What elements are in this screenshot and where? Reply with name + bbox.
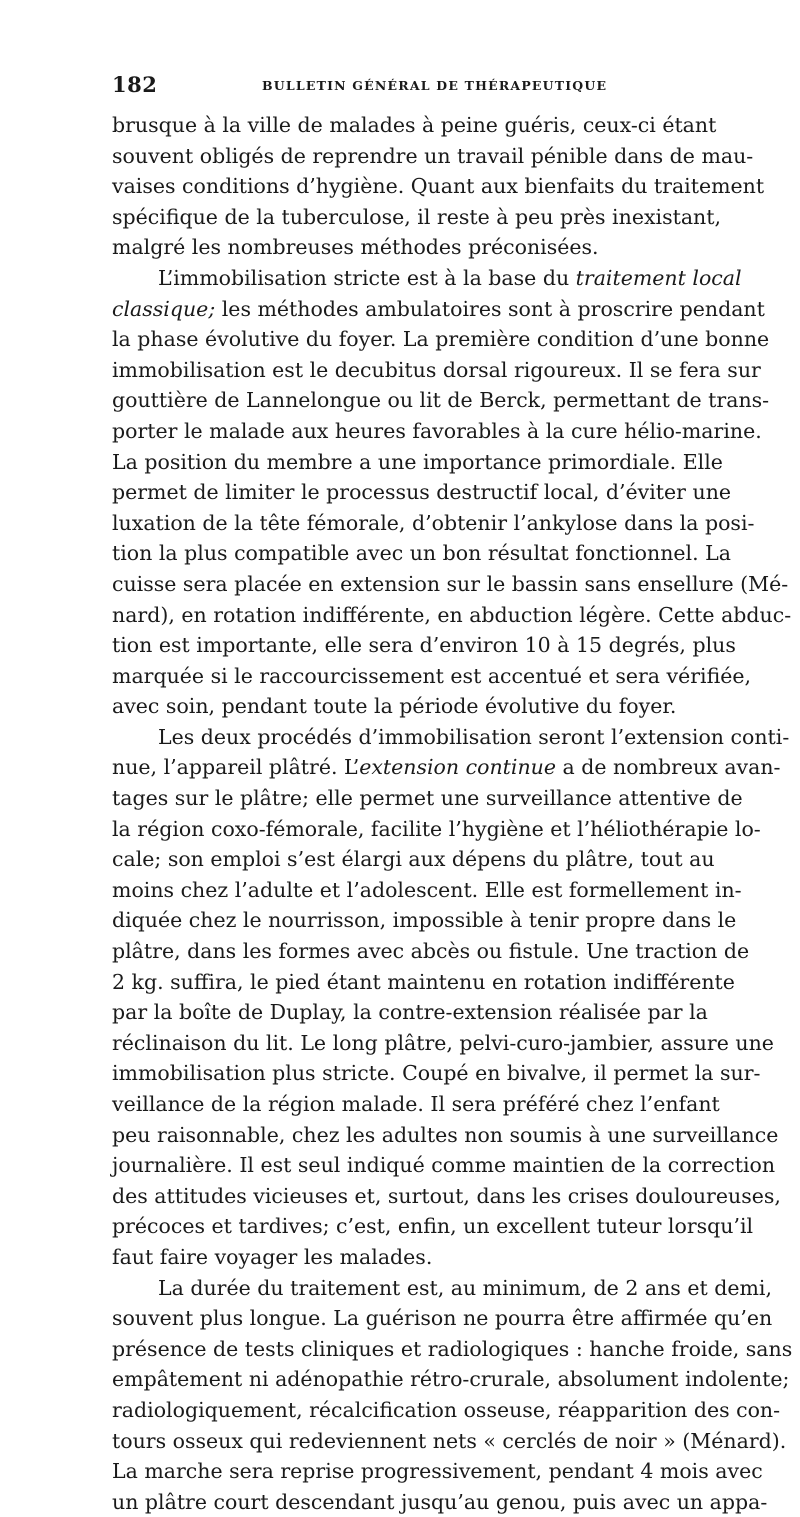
text-line: Les deux procédés d’immobilisation seront l’extension conti- [158,724,790,749]
text-line [112,263,742,294]
text-line: tion la plus compatible avec un bon résultat fonctionnel. La [112,541,731,566]
text-line: moins chez l’adulte et l’adolescent. Elle est formellement in- [112,877,742,902]
text-line: vaises conditions d’hygiène. Quant aux bienfaits du traitement [112,174,765,199]
text-line: La durée du traitement est, au minimum, de 2 ans et demi, [158,1275,772,1300]
text-line: tours osseux qui redeviennent nets « cerclés de noir » (Ménard). [112,1428,787,1453]
text-line: gouttière de Lannelongue ou lit de Berck, permettant de trans- [112,388,770,413]
text-line: un plâtre court descendant jusqu’au genou, puis avec un appa- [112,1489,768,1514]
text-fragment: L’immobilisation stricte est à la base du [158,265,576,290]
text-line: présence de tests cliniques et radiologiques : hanche froide, sans [112,1336,793,1361]
text-line: La position du membre a une importance primordiale. Elle [112,449,723,474]
text-fragment: les méthodes ambulatoires sont à proscrire pendant [215,296,765,321]
text-line: radiologiquement, récalcification osseuse, réapparition des con- [112,1397,781,1422]
text-line: immobilisation est le decubitus dorsal rigoureux. Il se fera sur [112,357,761,382]
text-line: souvent obligés de reprendre un travail pénible dans de mau- [112,143,754,168]
text-line: peu raisonnable, chez les adultes non soumis à une surveillance [112,1122,779,1147]
text-line: empâtement ni adénopathie rétro-crurale, absolument indolente; [112,1367,790,1392]
text-line: spécifique de la tuberculose, il reste à peu près inexistant, [112,204,722,229]
italic-phrase: classique; [112,296,216,321]
text-line: malgré les nombreuses méthodes préconisées. [112,235,599,260]
text-line: brusque à la ville de malades à peine guéris, ceux-ci étant [112,113,717,137]
italic-phrase: traitement local [575,265,742,290]
text-line: avec soin, pendant toute la période évolutive du foyer. [112,694,677,719]
text-line: luxation de la tête fémorale, d’obtenir l’ankylose dans la posi- [112,510,755,535]
text-line: plâtre, dans les formes avec abcès ou fistule. Une traction de [112,939,750,964]
text-line: marquée si le raccourcissement est accentué et sera vérifiée, [112,663,752,688]
text-line: faut faire voyager les malades. [112,1244,433,1269]
text-line: précoces et tardives; c’est, enfin, un excellent tuteur lorsqu’il [112,1214,754,1239]
body-text [112,110,793,1517]
text-line: tion est importante, elle sera d’environ 10 à 15 degrés, plus [112,633,736,658]
text-line: par la boîte de Duplay, la contre-extension réalisée par la [112,1000,708,1025]
journal-title: BULLETIN GÉNÉRAL DE THÉRAPEUTIQUE [262,78,608,93]
text-line: la phase évolutive du foyer. La première condition d’une bonne [112,327,770,352]
text-line [112,294,765,325]
text-line: 2 kg. suffira, le pied étant maintenu en rotation indifférente [112,969,735,994]
text-line: diquée chez le nourrisson, impossible à tenir propre dans le [112,908,737,933]
text-line: veillance de la région malade. Il sera préféré chez l’enfant [112,1092,720,1116]
text-line: cale; son emploi s’est élargi aux dépens du plâtre, tout au [112,847,715,872]
text-line: réclinaison du lit. Le long plâtre, pelvi-curo-jambier, assure une [112,1030,774,1055]
text-line: nard), en rotation indifférente, en abduction légère. Cette abduc- [112,602,792,627]
text-line [112,752,781,783]
text-line: journalière. Il est seul indiqué comme maintien de la correction [112,1153,776,1178]
text-line: souvent plus longue. La guérison ne pourra être affirmée qu’en [112,1306,773,1331]
text-line: la région coxo-fémorale, facilite l’hygiène et l’héliothérapie lo- [112,816,761,841]
italic-phrase: extension continue [359,755,556,780]
page-number: 182 [112,72,158,97]
text-line: immobilisation plus stricte. Coupé en bivalve, il permet la sur- [112,1061,761,1086]
text-fragment: a de nombreux avan- [555,755,781,780]
text-fragment: nue, l’appareil plâtré. L’ [112,755,360,780]
text-line: porter le malade aux heures favorables à la cure hélio-marine. [112,418,762,443]
text-line: La marche sera reprise progressivement, pendant 4 mois avec [112,1459,763,1484]
text-line: permet de limiter le processus destructif local, d’éviter une [112,480,732,505]
text-line: des attitudes vicieuses et, surtout, dans les crises douloureuses, [112,1183,781,1208]
text-line: cuisse sera placée en extension sur le bassin sans ensellure (Mé- [112,571,789,596]
text-line: tages sur le plâtre; elle permet une surveillance attentive de [112,786,743,811]
running-head [112,72,696,96]
